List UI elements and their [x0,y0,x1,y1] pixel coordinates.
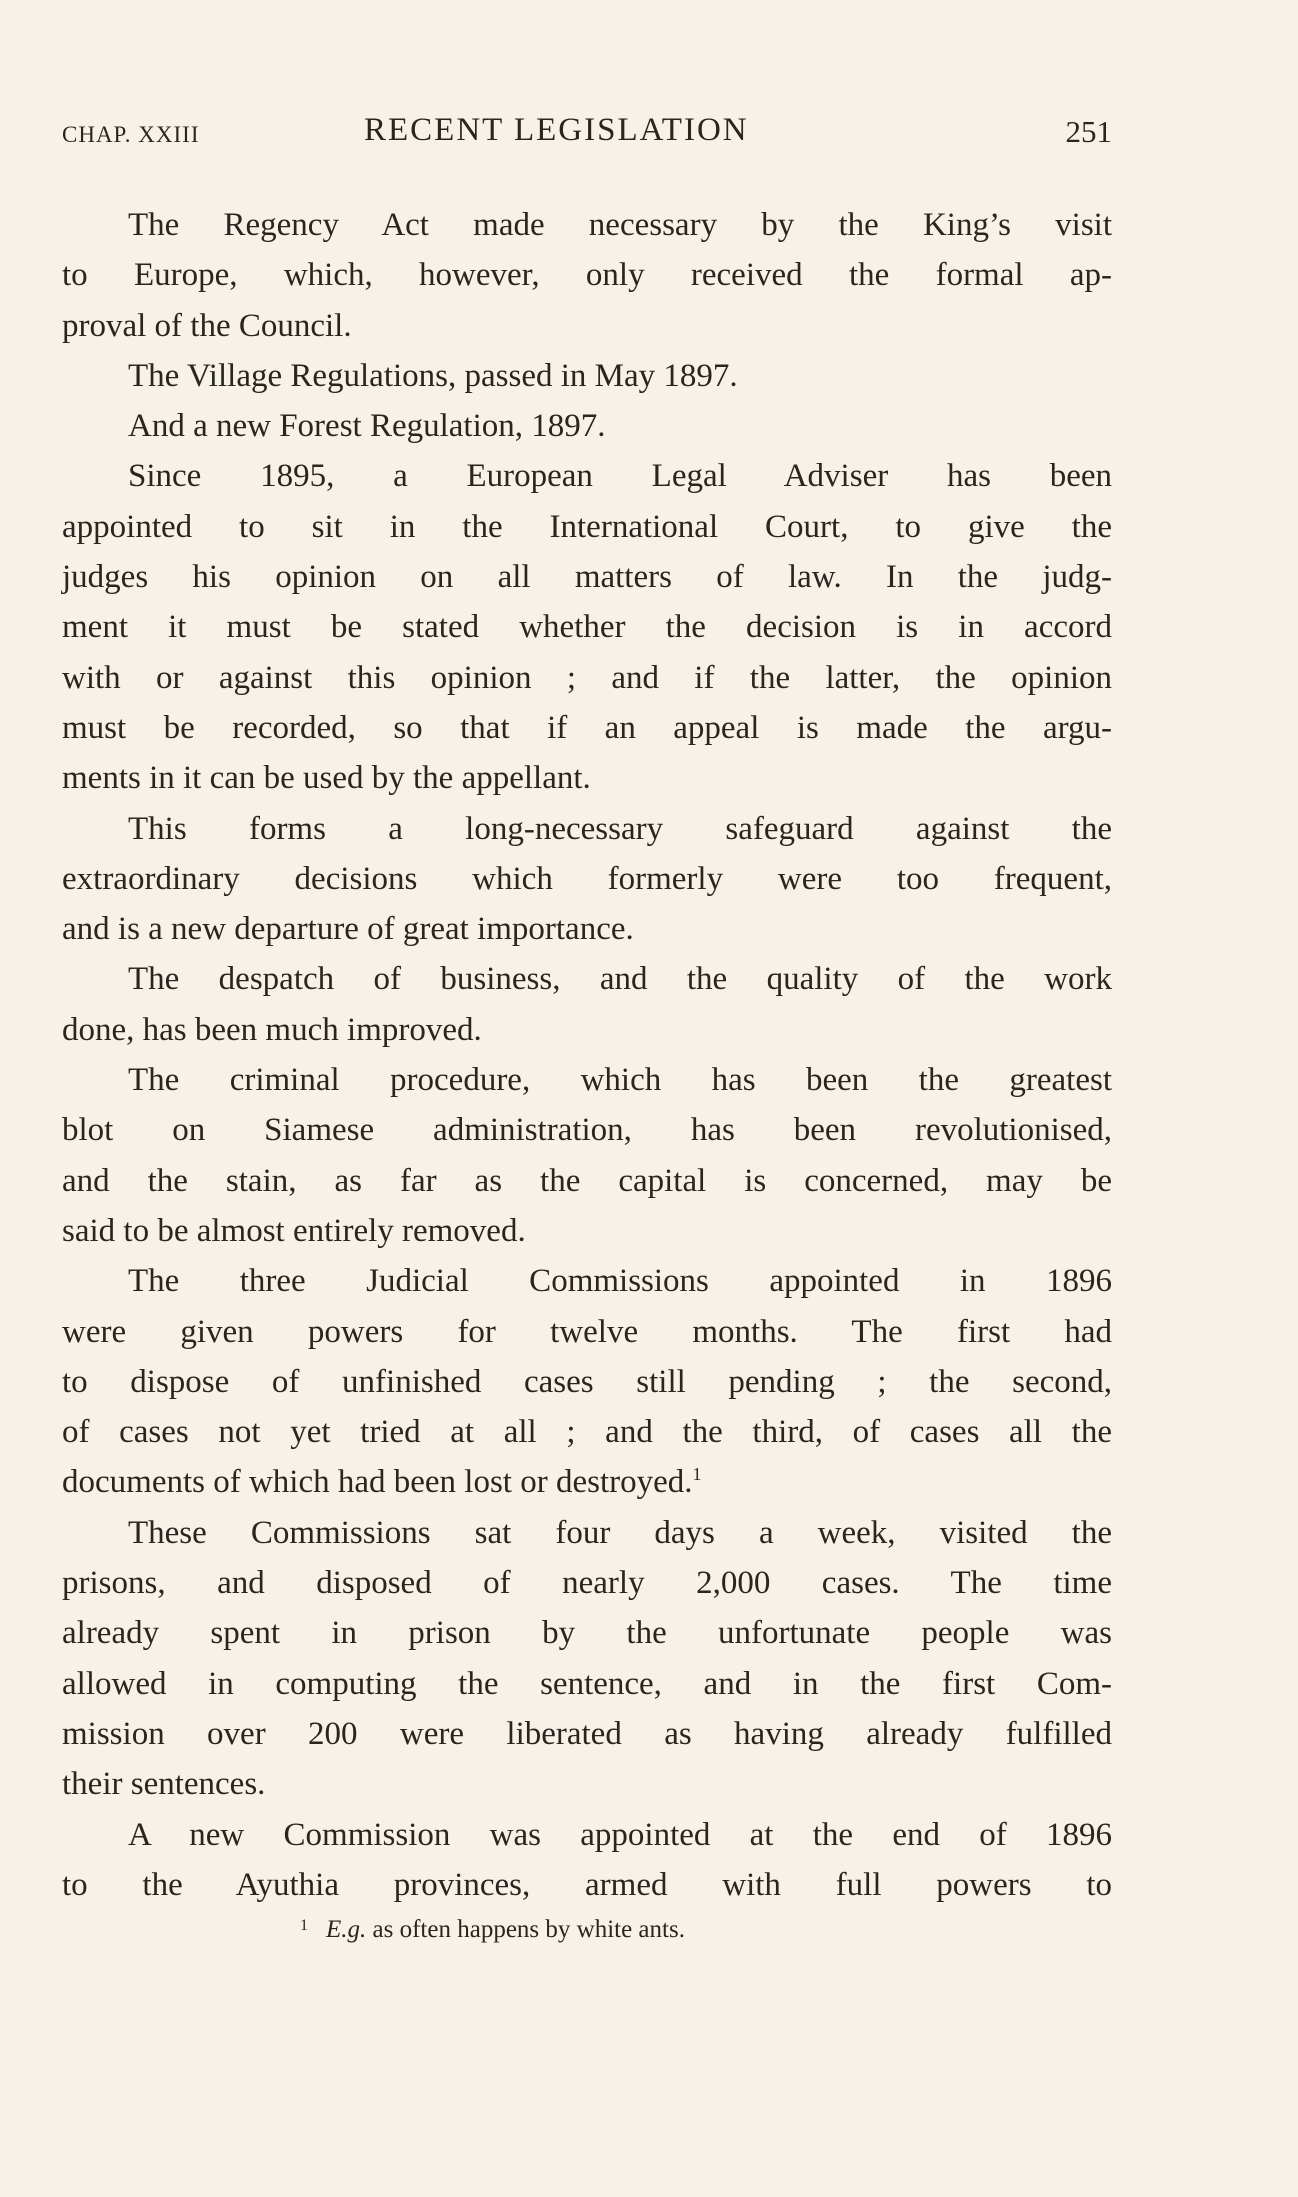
line-text: documents of which had been lost or destroyed. [62,1464,693,1501]
text-line [62,401,1112,451]
chapter-title: RECENT LEGISLATION [364,112,749,148]
line-text: ments in it can be used by the appellant. [62,760,591,797]
text-line [62,1005,1112,1055]
text-line [62,1206,1112,1256]
text-line [62,804,1112,854]
line-text: Since 1895, a European Legal Adviser has been [128,458,1112,495]
footnote [300,1916,685,1944]
line-text: appointed to sit in the International Court, to give the [62,508,1112,545]
text-line [62,753,1112,803]
line-text: mission over 200 were liberated as having already fulfilled [62,1715,1112,1752]
text-line [62,1357,1112,1407]
footnote-mark: 1 [300,1917,308,1934]
line-text: A new Commission was appointed at the end of 1896 [128,1816,1112,1853]
text-line [62,1156,1112,1206]
line-text: The Regency Act made necessary by the King’s visit [128,207,1112,243]
text-line [62,1457,1112,1507]
text-line [62,451,1112,501]
text-line [62,1055,1112,1105]
running-head [62,112,1112,162]
line-text: their sentences. [62,1766,266,1803]
line-text: extraordinary decisions which formerly were too frequent, [62,860,1112,897]
text-line [62,552,1112,602]
text-line [62,1105,1112,1155]
line-text: The three Judicial Commissions appointed in 1896 [128,1263,1112,1300]
text-line [62,301,1112,351]
text-line [62,250,1112,300]
text-line [62,653,1112,703]
line-text: already spent in prison by the unfortunate people was [62,1615,1112,1652]
footnote-abbrev: E.g. [326,1916,367,1943]
text-line [62,200,1112,250]
text-line [62,1659,1112,1709]
line-text: to Europe, which, however, only received the formal ap- [62,257,1112,294]
line-text: to the Ayuthia provinces, armed with full powers to [62,1866,1112,1903]
text-line [62,502,1112,552]
line-text: The despatch of business, and the quality of the work [128,961,1112,998]
text-line [62,1709,1112,1759]
line-text: with or against this opinion ; and if the latter, the opinion [62,659,1112,696]
chapter-label: CHAP. XXIII [62,122,200,147]
footnote-reference: 1 [692,1464,702,1485]
line-text: ment it must be stated whether the decision is in accord [62,609,1112,646]
line-text: said to be almost entirely removed. [62,1212,526,1249]
line-text: done, has been much improved. [62,1011,482,1048]
line-text: allowed in computing the sentence, and in the first Com- [62,1665,1112,1702]
text-line [62,1810,1112,1860]
text-line [62,1256,1112,1306]
text-line [62,1558,1112,1608]
text-line [62,602,1112,652]
line-text: These Commissions sat four days a week, visited the [128,1514,1112,1551]
text-line [62,1508,1112,1558]
line-text: prisons, and disposed of nearly 2,000 cases. The time [62,1565,1112,1602]
text-line [62,1860,1112,1910]
line-text: must be recorded, so that if an appeal is made the argu- [62,709,1112,746]
line-text: were given powers for twelve months. The first had [62,1313,1112,1350]
text-line [62,954,1112,1004]
line-text: The criminal procedure, which has been the greatest [128,1062,1112,1099]
line-text: judges his opinion on all matters of law. In the judg- [62,559,1112,596]
text-line [62,1608,1112,1658]
line-text: proval of the Council. [62,307,352,344]
line-text: and the stain, as far as the capital is concerned, may be [62,1162,1112,1199]
line-text: of cases not yet tried at all ; and the third, of cases all the [62,1414,1112,1451]
line-text: And a new Forest Regulation, 1897. [128,408,606,445]
body-text [62,200,1112,1910]
text-line [62,854,1112,904]
page-number: 251 [1065,114,1112,149]
line-text: This forms a long-necessary safeguard against the [128,810,1112,847]
line-text: The Village Regulations, passed in May 1897. [128,357,738,394]
footnote-text: as often happens by white ants. [366,1916,685,1943]
line-text: blot on Siamese administration, has been revolutionised, [62,1112,1112,1149]
text-line [62,1759,1112,1809]
text-line [62,904,1112,954]
text-line [62,351,1112,401]
text-line [62,703,1112,753]
text-line [62,1407,1112,1457]
line-text: and is a new departure of great importance. [62,911,634,948]
text-line [62,1307,1112,1357]
line-text: to dispose of unfinished cases still pending ; the second, [62,1363,1112,1400]
